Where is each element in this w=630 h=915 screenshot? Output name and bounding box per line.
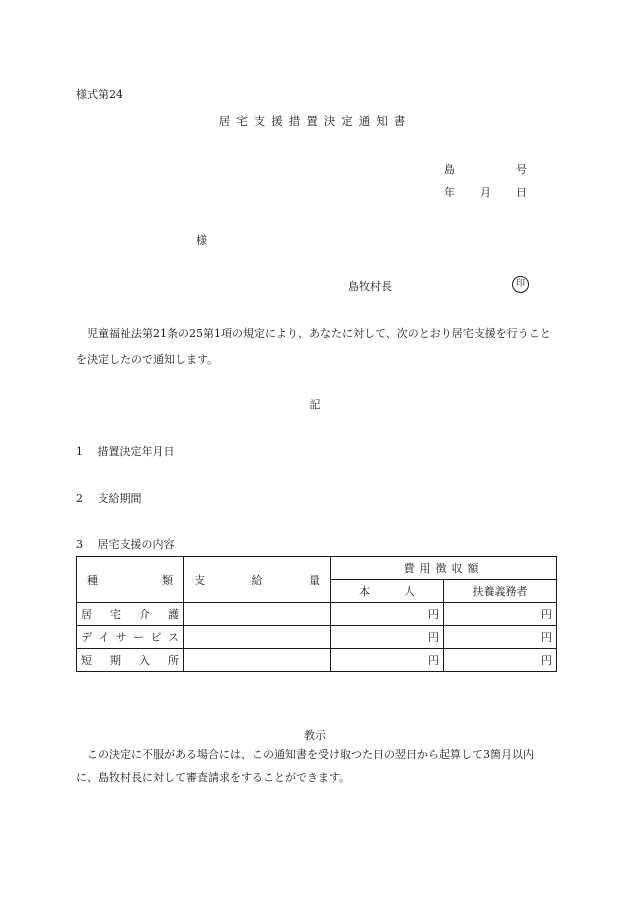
- row-self-fee: 円: [331, 649, 444, 672]
- support-content-table: [76, 556, 557, 672]
- header-amount: 支 給 量: [184, 557, 331, 603]
- issuer-name: 島牧村長: [348, 280, 392, 293]
- document-title: 居宅支援措置決定通知書: [218, 114, 412, 128]
- table-row: [77, 649, 557, 672]
- header-type: 種 類: [77, 557, 184, 603]
- header-self: 本 人: [331, 580, 444, 603]
- row-guardian-fee: 円: [444, 603, 557, 626]
- row-amount: [184, 649, 331, 672]
- table-row: [77, 603, 557, 626]
- row-type: デ イ サ ー ビ ス: [77, 626, 184, 649]
- island-label: 島: [444, 163, 455, 176]
- row-type: 居 宅 介 護: [77, 603, 184, 626]
- header-guardian: 扶養義務者: [444, 580, 557, 603]
- instruction-heading: 教示: [304, 729, 326, 742]
- month-label: 月: [480, 186, 491, 199]
- day-label: 日: [516, 186, 527, 199]
- form-number: 様式第24: [76, 88, 123, 101]
- row-guardian-fee: 円: [444, 626, 557, 649]
- instruction-body: この決定に不服がある場合には、この通知書を受け取つた日の翌日から起算して3箇月以内に、島牧村長に対して審査請求をすることができます。: [76, 748, 534, 784]
- notice-body: 児童福祉法第21条の25第1項の規定により、あなたに対して、次のとおり居宅支援を行うことを決定したので通知します。: [76, 327, 551, 366]
- seal-mark: 印: [512, 276, 529, 293]
- addressee-suffix: 様: [196, 234, 207, 247]
- row-guardian-fee: 円: [444, 649, 557, 672]
- item-label: 措置決定年月日: [97, 445, 175, 458]
- row-self-fee: 円: [331, 603, 444, 626]
- header-fee: 費用徴収額: [331, 557, 557, 580]
- row-self-fee: 円: [331, 626, 444, 649]
- item-label: 居宅支援の内容: [97, 538, 175, 551]
- year-label: 年: [444, 186, 455, 199]
- item-number: 1: [76, 445, 83, 458]
- row-amount: [184, 626, 331, 649]
- table-row: [77, 626, 557, 649]
- row-type: 短 期 入 所: [77, 649, 184, 672]
- item-payment-period: [76, 490, 142, 506]
- item-number: 2: [76, 492, 83, 505]
- item-label: 支給期間: [97, 492, 142, 505]
- number-label: 号: [516, 163, 527, 176]
- item-support-content: [76, 536, 175, 552]
- item-decision-date: [76, 443, 175, 459]
- ki-heading: 記: [309, 398, 321, 411]
- item-number: 3: [76, 538, 83, 551]
- row-amount: [184, 603, 331, 626]
